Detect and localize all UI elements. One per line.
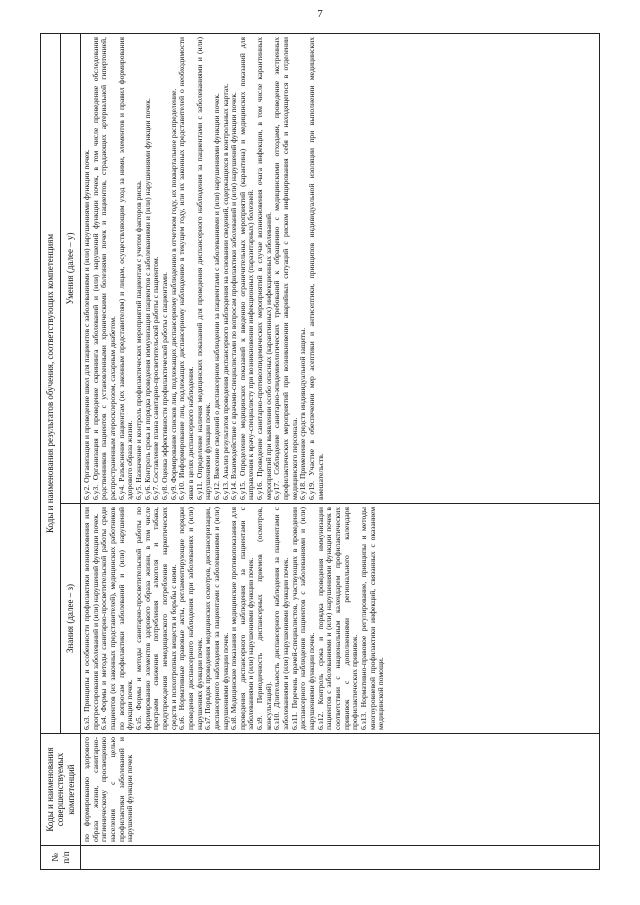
skills-item: 6.у14. Взаимодействие с врачами-специалистами по вопросам профилактики заболеваний и (или) нарушений функции почек. (229, 92, 239, 500)
knowledge-item: 6.з6. Нормативные правовые акты, регламентирующие порядки проведения диспансерного наблюдения при заболеваниях и (или) нарушениях функции почек. (177, 507, 204, 730)
knowledge-item: 6.з13. Нормативно-правовое регулирование, принципы и методы многоуровневой профилактики инфекций, связанных с оказанием медицинской помощи. (359, 507, 386, 730)
skills-item: 6.у12. Внесение сведений о диспансерном наблюдении за пациентами с заболеваниями и (или) нарушениями функции почек. (211, 93, 221, 500)
knowledge-cell (81, 504, 600, 734)
header-knowledge: Знания (далее – з) (61, 504, 81, 734)
skills-item: 6.у15. Определение медицинских показаний к введению ограничительных мероприятий (карантина) и медицинских показаний для направления к врачу-специалисту при возникновении инфекционных (паразитарных) болезней. (237, 37, 256, 500)
skills-item: 6.у5. Назначение и контроль профилактических мероприятий пациентам с учетом факторов риска. (133, 180, 143, 500)
row-competence: по формированию здорового образа жизни, санитарно-гигиеническому просвещению населения с целью профилактики заболеваний и нарушений функции почек (81, 734, 600, 846)
rotated-page-content (40, 34, 600, 870)
knowledge-item: 6.з10. Длительность диспансерного наблюдения за пациентами с заболеваниями и (или) нарушениями функции почек. (272, 507, 291, 730)
skills-cell (81, 34, 600, 504)
competence-table (40, 33, 600, 870)
header-results: Коды и наименования результатов обучения, соответствующих компетенциям (41, 34, 61, 734)
skills-item: 6.у16. Проведение санитарно-противоэпидемических мероприятий в случае возникновения очага инфекции, в том числе карантинных мероприятий при выявлении особо опасных (карантинных) инфекционных заболеваний. (255, 37, 273, 500)
skills-item: 6.у2. Организация и проведение школ для пациентов с заболеваниями и (или) нарушениями функции почек. (82, 149, 91, 500)
knowledge-item: 6.з4. Формы и методы санитарно-просветительской работы среди пациентов (их законных представителей), медицинских работников по вопросам профилактики заболеваний и (или) нарушений функции почек. (99, 507, 135, 730)
skills-item: 6.у6. Контроль срока и порядка проведения иммунизации пациентов с заболеваниями и (или) нарушениями функции почек. (142, 98, 152, 500)
knowledge-item: 6.з3. Принципы и особенности профилактики возникновения или прогрессирования заболеваний и (или) нарушений функции почек. (82, 507, 100, 730)
header-num: № п/п (41, 846, 81, 870)
knowledge-item: 6.з8. Медицинские показания и медицинские противопоказания для проведения диспансерного наблюдения за пациентами с заболеваниями и (или) нарушениями функции почек. (229, 507, 256, 730)
header-competence: Коды и наименования совершенствуемых компетенций (41, 734, 81, 846)
skills-item: 6.у11. Определение наличия медицинских показаний для проведения диспансерного наблюдения за пациентами с заболеваниями и (или) нарушениями функции почек. (194, 37, 213, 500)
skills-item: 6.у13. Анализ результатов проведения диспансерного наблюдения на основании сведений, содержащихся в контрольных картах. (220, 83, 230, 500)
skills-item: 6.у17. Соблюдение санитарно-эпидемиологических требований к обращению с медицинскими отходами, проведение экстренных профилактических мероприятий при возникновении аварийных ситуаций с риском инфицирования себя и находящегося в отделении медицинского персонала. (272, 37, 299, 500)
skills-item: 6.у7. Составление плана санитарно-просветительской работы с пациентом. (151, 256, 161, 500)
skills-item: 6.у9. Формирование списков лиц, подлежащих диспансерному наблюдению в отчетном году, их поквартальное распределение. (168, 88, 178, 500)
page-number: 7 (317, 8, 323, 20)
row-num (81, 846, 600, 870)
skills-item: 6.у3. Организация и проведение скрининга заболеваний и (или) нарушений функции почек, в том числе проведение обследования родственников пациентов с установленными хроническими болезнями почек и пациентов, страдающих артериальной гипертонией, распространенным атеросклерозом, сахарным диабетом. (90, 37, 117, 500)
knowledge-list (83, 507, 386, 730)
knowledge-item: 6.з11. Перечень врачей-специалистов, участвующих в проведении диспансерного наблюдения пациентов с заболеваниями и (или) нарушениями функции почек. (289, 507, 317, 730)
skills-item: 6.у19. Участие в обеспечении мер асептики и антисептики, принципов индивидуальной изоляции при выполнении медицинских вмешательств. (307, 37, 325, 500)
skills-list (83, 37, 325, 500)
skills-item: 6.у4. Разъяснение пациентам (их законным представителям) и лицам, осуществляющим уход за ними, элементов и правил формирования здорового образа жизни. (116, 37, 135, 500)
knowledge-item: 6.з9. Периодичность диспансерных приемов (осмотров, консультаций). (255, 507, 273, 730)
skills-item: 6.у10. Информирование лиц, подлежащих диспансерному наблюдению в текущем году, или их законных представителей о необходимости явки в целях диспансерного наблюдения. (177, 37, 195, 500)
knowledge-item: 6.з5. Формы и методы санитарно-просветительской работы по формированию элементов здорового образа жизни, в том числе программ снижения потребления алкоголя и табака, предупреждения немедицинского потребления наркотических средств и психотропных веществ и борьбы с ними. (133, 507, 178, 730)
knowledge-item: 6.з7. Порядок проведения медицинских осмотров, диспансеризации, диспансерного наблюдения за пациентами с заболеваниями и (или) нарушениями функции почек. (203, 507, 230, 730)
skills-item: 6.у18. Применение средств индивидуальной защиты. (298, 327, 308, 500)
knowledge-item: 6.з12. Контроль срока и порядка проведения иммунизации пациентов с заболеваниями и (или) нарушениями функции почек в соответствии с национальным календарем профилактических прививок с дополнениями регионального календаря профилактических прививок. (315, 507, 360, 730)
skills-item: 6.у8. Оценка эффективности профилактической работы с пациентами. (159, 272, 169, 500)
header-skills: Умения (далее – у) (61, 34, 81, 504)
